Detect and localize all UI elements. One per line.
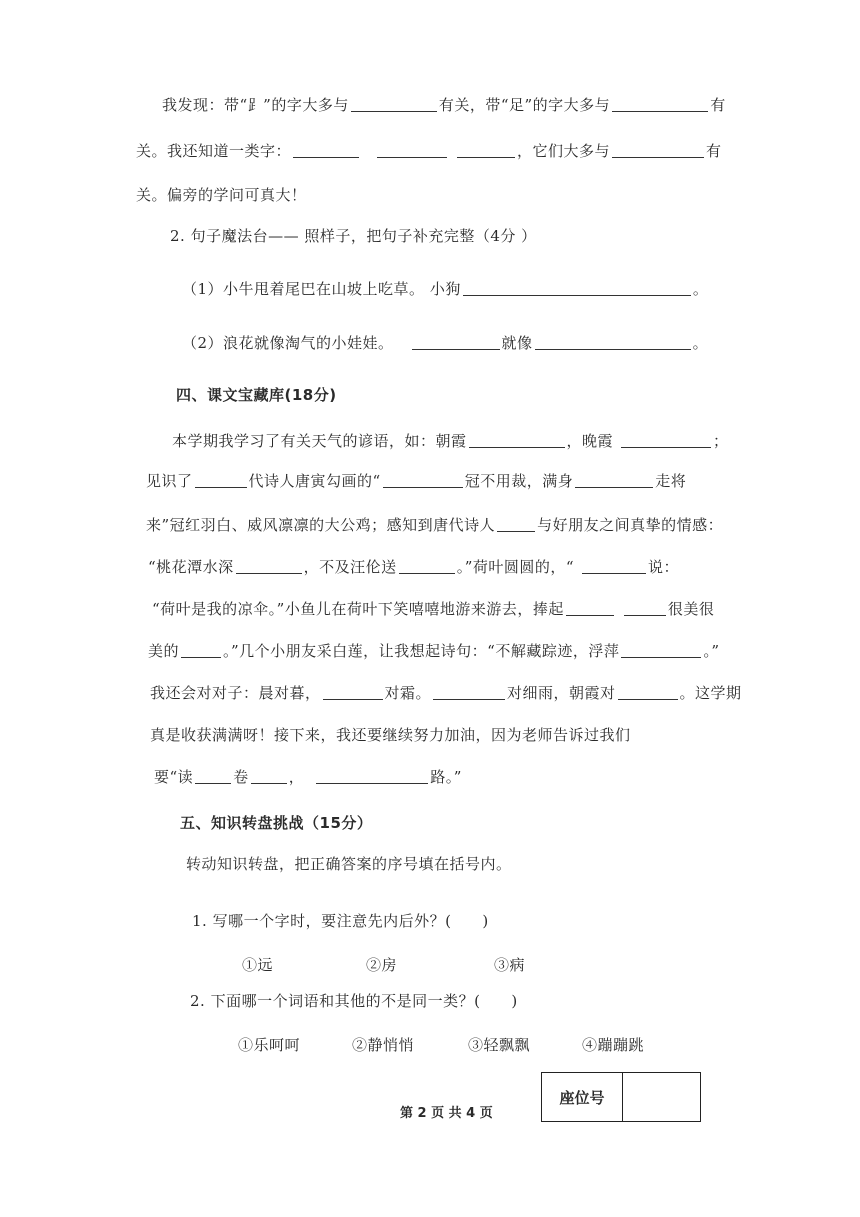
text: 我还会对对子：晨对暮， [150, 684, 321, 702]
text: 来”冠红羽白、威风凛凛的大公鸡；感知到唐代诗人 [146, 516, 496, 534]
text: 要“读 [154, 768, 194, 786]
answer-blank[interactable] [612, 141, 704, 158]
radical-finding-line [162, 94, 726, 116]
text: 有关，带“足”的字大多与 [438, 96, 611, 114]
question-2-option-3[interactable]: ③轻飘飘 [468, 1036, 531, 1054]
passage-line-5 [152, 598, 714, 620]
question-2-option-1[interactable]: ①乐呵呵 [238, 1036, 301, 1054]
answer-blank[interactable] [195, 471, 247, 488]
text: 。 [692, 334, 709, 352]
text: “荷叶是我的凉伞。”小鱼儿在荷叶下笑嘻嘻地游来游去，捧起 [152, 600, 564, 618]
text: 对细雨，朝霞对 [507, 684, 616, 702]
passage-line-3 [146, 514, 723, 536]
text: 与好朋友之间真挚的情感： [537, 516, 724, 534]
passage-line-4 [148, 556, 679, 578]
text: ，它们大多与 [517, 142, 611, 160]
text: 本学期我学习了有关天气的谚语，如：朝霞 [172, 432, 467, 450]
answer-blank[interactable] [463, 279, 691, 296]
text: 有 [706, 142, 722, 160]
sentence-item-1 [182, 278, 708, 300]
answer-blank[interactable] [293, 141, 359, 158]
text: （1）小牛甩着尾巴在山坡上吃草。 小狗 [182, 280, 461, 298]
question-1-option-2[interactable]: ②房 [366, 956, 398, 974]
answer-blank[interactable] [624, 599, 666, 616]
passage-line-9 [154, 766, 462, 788]
text: （2）浪花就像淘气的小娃娃。 [182, 334, 394, 352]
question-2-option-2[interactable]: ②静悄悄 [352, 1036, 415, 1054]
text: 对霜。 [384, 684, 432, 702]
answer-blank[interactable] [181, 641, 221, 658]
text: ，不及汪伦送 [303, 558, 397, 576]
seat-number-label: 座位号 [542, 1073, 623, 1121]
passage-line-1 [172, 430, 729, 452]
answer-blank[interactable] [535, 333, 691, 350]
text: 。”荷叶圆圆的，“ [456, 558, 575, 576]
radical-group-line [136, 140, 722, 162]
text: 见识了 [146, 472, 193, 490]
seat-number-box [541, 1072, 701, 1122]
text: 路。” [430, 768, 462, 786]
sentence-magic-question: 2. 句子魔法台—— 照样子，把句子补充完整（4分 ） [170, 227, 537, 245]
question-1-option-1[interactable]: ①远 [242, 956, 274, 974]
text: 冠不用裁，满身 [464, 472, 574, 490]
answer-blank[interactable] [316, 767, 428, 784]
passage-line-8: 真是收获满满呀！接下来，我还要继续努力加油，因为老师告诉过我们 [150, 726, 631, 744]
answer-blank[interactable] [251, 767, 287, 784]
text: 。” [703, 642, 720, 660]
section-5-title: 五、知识转盘挑战（15分） [180, 814, 373, 832]
section-5-intro: 转动知识转盘，把正确答案的序号填在括号内。 [186, 855, 512, 873]
answer-blank[interactable] [497, 515, 535, 532]
text: 。这学期 [679, 684, 742, 702]
answer-blank[interactable] [323, 683, 383, 700]
text: 走将 [655, 472, 687, 490]
answer-blank[interactable] [612, 95, 708, 112]
answer-blank[interactable] [566, 599, 614, 616]
answer-blank[interactable] [399, 557, 455, 574]
answer-blank[interactable] [457, 141, 515, 158]
question-1-option-3[interactable]: ③病 [494, 956, 526, 974]
answer-blank[interactable] [621, 431, 711, 448]
passage-line-6 [148, 640, 720, 662]
answer-blank[interactable] [195, 767, 231, 784]
question-2-option-4[interactable]: ④蹦蹦跳 [582, 1036, 645, 1054]
answer-blank[interactable] [469, 431, 565, 448]
choice-question-2: 2. 下面哪一个词语和其他的不是同一类？( ) [190, 992, 518, 1010]
text: 就像 [501, 334, 533, 352]
section-4-title: 四、课文宝藏库(18分) [176, 386, 337, 404]
passage-line-2 [146, 470, 686, 492]
answer-blank[interactable] [621, 641, 701, 658]
text: 我发现：带“⻊”的字大多与 [162, 96, 349, 114]
passage-line-7 [150, 682, 742, 704]
seat-number-field[interactable] [623, 1073, 700, 1121]
text: 卷 [233, 768, 249, 786]
text: 很美很 [667, 600, 715, 618]
answer-blank[interactable] [377, 141, 447, 158]
text: “桃花潭水深 [148, 558, 234, 576]
text: 代诗人唐寅勾画的“ [248, 472, 381, 490]
text: ，晚霞 [566, 432, 614, 450]
radical-conclusion: 关。偏旁的学问可真大！ [136, 186, 307, 204]
text: 关。我还知道一类字： [136, 142, 292, 160]
text: 有 [710, 96, 726, 114]
text: 。”几个小朋友采白莲，让我想起诗句：“不解藏踪迹，浮萍 [223, 642, 620, 660]
text: ， [288, 768, 305, 786]
answer-blank[interactable] [618, 683, 678, 700]
answer-blank[interactable] [412, 333, 500, 350]
text: 说： [648, 558, 680, 576]
sentence-item-2 [182, 332, 708, 354]
answer-blank[interactable] [433, 683, 505, 700]
text: ； [713, 432, 729, 450]
page-number: 第 2 页 共 4 页 [400, 1106, 493, 1121]
answer-blank[interactable] [351, 95, 437, 112]
text: 。 [692, 280, 709, 298]
choice-question-1: 1. 写哪一个字时，要注意先内后外？( ) [192, 912, 489, 930]
answer-blank[interactable] [236, 557, 302, 574]
answer-blank[interactable] [582, 557, 646, 574]
answer-blank[interactable] [575, 471, 653, 488]
answer-blank[interactable] [383, 471, 463, 488]
text: 美的 [148, 642, 180, 660]
